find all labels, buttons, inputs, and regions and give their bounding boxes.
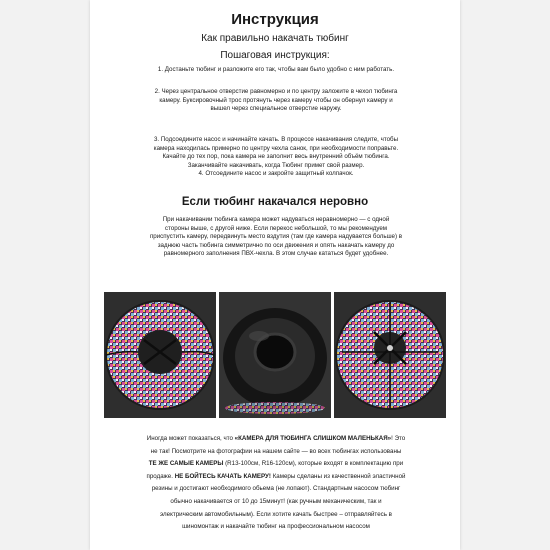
instruction-sheet xyxy=(90,0,460,550)
bottom-text: продаже. xyxy=(146,472,175,480)
bottom-line-5: резины и достигают необходимого обьема (не лопают). Стандартным насосом тюбинг xyxy=(151,485,401,493)
page-title: Инструкция xyxy=(231,11,319,28)
step-3 xyxy=(106,136,446,179)
step-2-line: 2. Через центральное отверстие равномерно и по центру заложите в чехол тюбинга xyxy=(154,88,398,95)
bottom-line-7: электрическим автомобильным). Если хотите качать быстрее – отправляйтесь в xyxy=(160,510,392,518)
bottom-text: ! Это xyxy=(391,435,406,442)
bottom-paragraph xyxy=(106,433,446,534)
photo-inflated-chamber xyxy=(219,292,331,418)
bottom-line-1 xyxy=(106,433,446,446)
step-3-line: Заканчивайте накачивать, когда Тюбинг примет свой размер. xyxy=(187,161,365,169)
uneven-line: приспустить камеру, передвинуть место вздутия (там где камера надувается больше) в xyxy=(149,233,403,241)
photo-strip xyxy=(104,292,446,418)
step-2 xyxy=(106,88,446,114)
bottom-emphasis: «КАМЕРА ДЛЯ ТЮБИНГА СЛИШКОМ МАЛЕНЬКАЯ» xyxy=(234,435,392,442)
uneven-paragraph xyxy=(106,216,446,259)
photo-tubing-strap xyxy=(334,292,446,418)
photo-tubing-cover xyxy=(104,292,216,418)
step-2-line: вышел через специальное отверстие наружу. xyxy=(210,105,342,113)
uneven-line: стороны выше, с другой ниже. Если перекос небольшой, то мы рекомендуем xyxy=(164,224,388,232)
uneven-heading: Если тюбинг накачался неровно xyxy=(181,196,369,208)
step-1 xyxy=(106,66,446,75)
step-4-line: 4. Отсоедините насос и закройте защитный колпачок. xyxy=(198,170,354,178)
step-3-line: камера находилась примерно по центру чехла санок, при необходимости поправьте. xyxy=(153,144,399,152)
bottom-text: Иногда может показаться, что xyxy=(146,435,235,442)
bottom-line-6: обычно накачивается от 10 до 15минут! (как ручным механическим, так и xyxy=(170,497,382,505)
bottom-line-4 xyxy=(106,471,446,484)
step-3-line: 3. Подсоедините насос и начинайте качать. В процессе накачивания следите, чтобы xyxy=(153,136,399,143)
bottom-line-8: шиномонтаж и накачайте тюбинг на профессиональном насосом xyxy=(182,523,370,531)
uneven-line: равномерного заполнения ПВХ-чехла. В этом случае кататься будет удобнее. xyxy=(163,250,389,258)
step-2-line: камеру. Буксировочный трос протянуть через камеру чтобы он обернул камеру и xyxy=(159,96,393,104)
step-1-line: 1. Достаньте тюбинг и разложите его так, чтобы вам было удобно с ним работать. xyxy=(157,66,395,73)
bottom-text: Камеры сделаны из качественной эластичной xyxy=(270,472,406,480)
bottom-line-3 xyxy=(106,458,446,471)
page-subtitle: Как правильно накачать тюбинг xyxy=(201,33,349,44)
steps-heading: Пошаговая инструкция: xyxy=(220,50,330,61)
bottom-emphasis: НЕ БОЙТЕСЬ КАЧАТЬ КАМЕРУ! xyxy=(174,472,271,480)
uneven-line: При накачивании тюбинга камера может надуваться неравномерно — с одной xyxy=(162,216,390,223)
bottom-line-2: не так! Посмотрите на фотографии на нашем сайте — во всех тюбингах использованы xyxy=(150,447,402,455)
step-3-line: Качайте до тех пор, пока камера не заполнит весь внутренний объём тюбинга. xyxy=(162,153,390,161)
bottom-text: (R13-100см, R16-120см), которые входят в комплектацию при xyxy=(223,460,404,468)
uneven-line: заднюю часть тюбинга симметрично по оси движения и опять накачать камеру до xyxy=(157,241,395,249)
bottom-emphasis: ТЕ ЖЕ САМЫЕ КАМЕРЫ xyxy=(148,460,224,468)
